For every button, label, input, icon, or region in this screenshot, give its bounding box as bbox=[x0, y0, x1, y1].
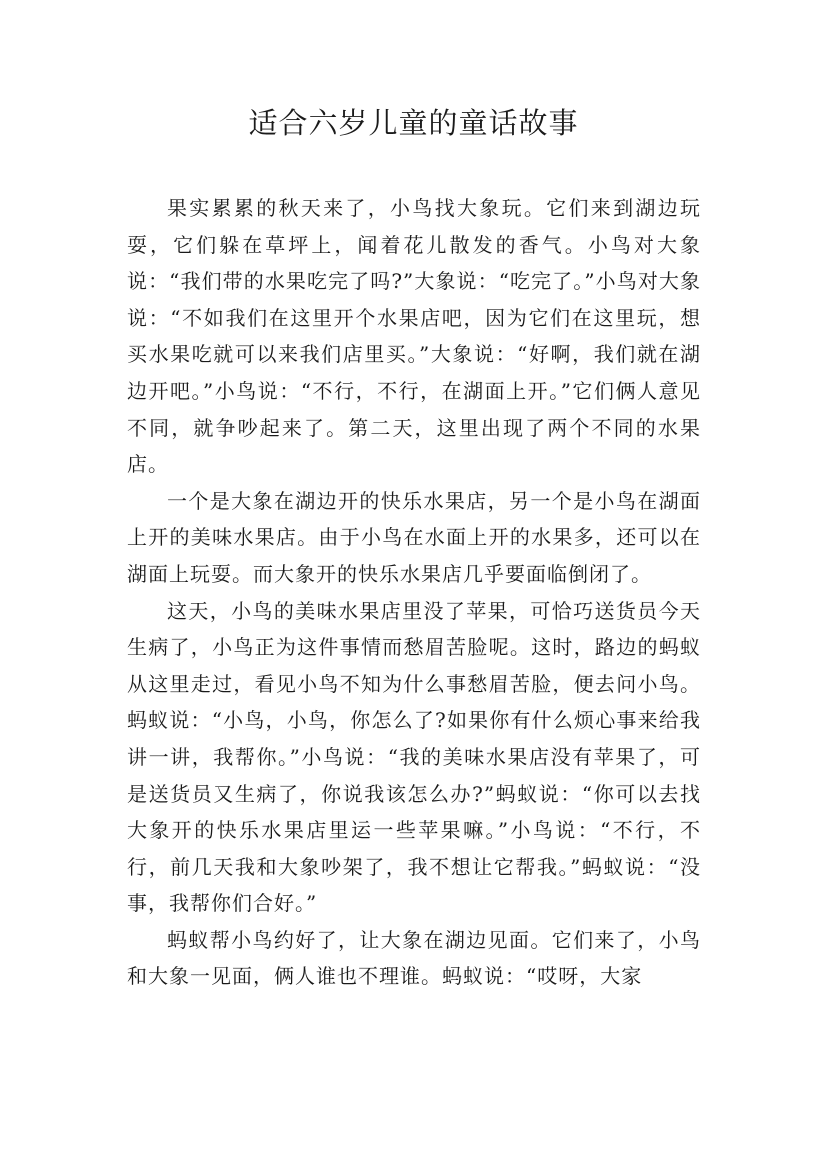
paragraph-3: 这天，小鸟的美味水果店里没了苹果，可恰巧送货员今天生病了，小鸟正为这件事情而愁眉苦脸呢。这时，路边的蚂蚁从这里走过，看见小鸟不知为什么事愁眉苦脸，便去问小鸟。蚂蚁说：“小鸟，小鸟，你怎么了?如果你有什么烦心事来给我讲一讲，我帮你。”小鸟说：“我的美味水果店没有苹果了，可是送货员又生病了，你说我该怎么办?”蚂蚁说：“你可以去找大象开的快乐水果店里运一些苹果嘛。”小鸟说：“不行，不行，前几天我和大象吵架了，我不想让它帮我。”蚂蚁说：“没事，我帮你们合好。” bbox=[127, 598, 701, 916]
paragraph-1: 果实累累的秋天来了，小鸟找大象玩。它们来到湖边玩耍，它们躲在草坪上，闻着花儿散发的香气。小鸟对大象说：“我们带的水果吃完了吗?”大象说：“吃完了。”小鸟对大象说：“不如我们在这里开个水果店吧，因为它们在这里玩，想买水果吃就可以来我们店里买。”大象说：“好啊，我们就在湖边开吧。”小鸟说：“不行，不行，在湖面上开。”它们俩人意见不同，就争吵起来了。第二天，这里出现了两个不同的水果店。 bbox=[127, 196, 701, 477]
paragraph-2: 一个是大象在湖边开的快乐水果店，另一个是小鸟在湖面上开的美味水果店。由于小鸟在水面上开的水果多，还可以在湖面上玩耍。而大象开的快乐水果店几乎要面临倒闭了。 bbox=[127, 488, 701, 586]
document-body bbox=[127, 190, 701, 995]
paragraph-4: 蚂蚁帮小鸟约好了，让大象在湖边见面。它们来了，小鸟和大象一见面，俩人谁也不理谁。蚂蚁说：“哎呀，大家 bbox=[127, 927, 701, 989]
document-title: 适合六岁儿童的童话故事 bbox=[248, 106, 579, 140]
